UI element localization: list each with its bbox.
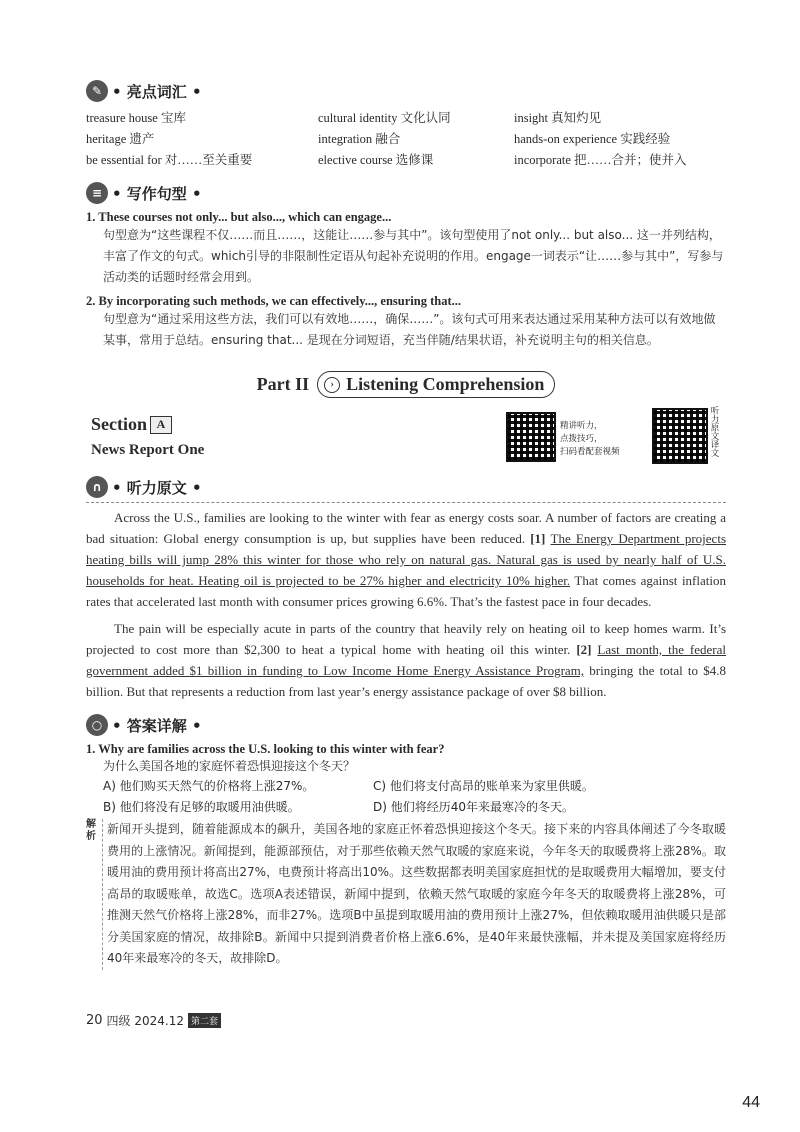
marker: [2] xyxy=(576,642,598,657)
lightbulb-icon: ○ xyxy=(86,714,108,736)
footer-tag: 第二套 xyxy=(188,1013,221,1028)
sentence-heading xyxy=(86,182,726,204)
vocab-item: be essential for 对……至关重要 xyxy=(86,153,253,167)
arrow-right-icon: › xyxy=(324,377,340,393)
sentence-explanation-2: 句型意为“通过采用这些方法，我们可以有效地……，确保……”。该句式可用来表达通过采用某种方法可以有效地做某事，常用于总结。ensuring that... 是现在分词短语，充当伴随/结果状语，补充说明主句的相关信息。 xyxy=(103,312,716,347)
answers-heading xyxy=(86,714,726,736)
vocab-heading-text: • 亮点词汇 • xyxy=(112,82,202,101)
qr-caption-line: 精讲听力， xyxy=(560,421,603,431)
section-letter: A xyxy=(150,416,172,434)
choice-a: A) 他们购买天然气的价格将上涨27%。 xyxy=(103,779,315,793)
vocab-item: hands-on experience 实践经验 xyxy=(514,132,671,146)
listening-heading xyxy=(86,476,726,498)
analysis-block xyxy=(86,819,726,970)
transcript-paragraph-1 xyxy=(86,507,726,612)
qr-transcript-caption: 听力原文译文 xyxy=(709,406,719,457)
news-title: News Report One xyxy=(91,442,205,458)
listening-transcript xyxy=(86,507,726,702)
choice-c: C) 他们将支付高昂的账单来为家里供暖。 xyxy=(373,779,594,793)
underlined-text: The Energy Department projects heating bills will jump 28% this winter for those who rely on natural gas. Natural gas is used by nearly half of U.S. households for heat. Heating oil is projected to be 27% higher and electricity 10% higher. xyxy=(86,531,727,588)
answer-choices xyxy=(86,777,726,815)
page-number: 44 xyxy=(742,1094,760,1111)
text-run: bringing the total to $4.8 billion. But that represents a reduction from last year’s energy assistance package of over $8 billion. xyxy=(86,663,726,699)
vocab-item: incorporate 把……合并；使并入 xyxy=(514,153,687,167)
underlined-text: Last month, the federal government added $1 billion in funding to Low Income Home Energy Assistance Program, xyxy=(86,642,726,678)
marker: [1] xyxy=(530,531,551,546)
sentence-pattern-1: 1. These courses not only... but also..., which can engage... xyxy=(86,210,392,224)
sentence-explanation-1: 句型意为“这些课程不仅……而且……，这能让……参与其中”。该句型使用了not only... but also... 这一并列结构，丰富了作文的句式。which引导的非限制性定语从句起补充说明的作用。engage一词表示“让……参与其中”，写参与活动类的话题时经常会用到。 xyxy=(103,228,724,284)
vocab-item: integration 融合 xyxy=(318,132,401,146)
answers-heading-text: • 答案详解 • xyxy=(112,716,202,735)
question-1: 1. Why are families across the U.S. looking to this winter with fear? xyxy=(86,742,445,756)
text-run: Across the U.S., families are looking to the winter with fear as energy costs soar. A number of factors are creating a bad situation: Global energy consumption is up, but supplies have been reduced. xyxy=(86,510,726,546)
sentence-pattern-2: 2. By incorporating such methods, we can effectively..., ensuring that... xyxy=(86,294,461,308)
vocab-item: cultural identity 文化认同 xyxy=(318,111,451,125)
vocab-item: elective course 选修课 xyxy=(318,153,434,167)
qr-code-transcript[interactable] xyxy=(652,408,708,464)
choice-d: D) 他们将经历40年来最寒冷的冬天。 xyxy=(373,800,575,814)
vocab-item: heritage 遗产 xyxy=(86,132,155,146)
vocab-list xyxy=(86,108,726,168)
footer-issue: 四级 2024.12 xyxy=(106,1014,184,1028)
listening-heading-text: • 听力原文 • xyxy=(112,478,202,497)
qr-caption-line: 点拨技巧， xyxy=(560,434,603,444)
choice-b: B) 他们将没有足够的取暖用油供暖。 xyxy=(103,800,300,814)
text-run: The pain will be especially acute in parts of the country that heavily rely on heating oil to keep homes warm. It’s projected to cost more than $2,300 to heat a typical home with heating oil this winter. xyxy=(86,621,726,657)
section-label: Section xyxy=(91,414,147,434)
qr-code-video[interactable] xyxy=(506,412,556,462)
divider xyxy=(86,502,726,503)
document-icon: ✎ xyxy=(86,80,108,102)
part-heading xyxy=(86,371,726,398)
vocab-item: insight 真知灼见 xyxy=(514,111,602,125)
page-content xyxy=(86,80,726,1040)
question-1-translation: 为什么美国各地的家庭怀着恐惧迎接这个冬天？ xyxy=(103,759,356,773)
page-footer xyxy=(86,1012,221,1029)
vocab-item: treasure house 宝库 xyxy=(86,111,186,125)
part-title-box xyxy=(317,371,555,398)
text-run: That comes against inflation rates that accelerated last month with consumer prices growing 6.6%. That’s the fastest pace in four decades. xyxy=(86,573,726,609)
transcript-paragraph-2 xyxy=(86,618,726,702)
part-number: Part II xyxy=(256,374,310,394)
list-icon: ≡ xyxy=(86,182,108,204)
qr-video-caption xyxy=(560,420,620,459)
footer-page: 20 xyxy=(86,1013,103,1028)
part-title: Listening Comprehension xyxy=(346,374,545,394)
headphones-icon: ∩ xyxy=(86,476,108,498)
section-title xyxy=(91,414,172,435)
sentence-heading-text: • 写作句型 • xyxy=(112,184,202,203)
vocab-heading xyxy=(86,80,726,102)
analysis-label: 解析 xyxy=(86,819,96,842)
section-header xyxy=(86,408,726,476)
qr-caption-line: 扫码看配套视频 xyxy=(560,447,620,457)
analysis-text: 新闻开头提到，随着能源成本的飙升，美国各地的家庭正怀着恐惧迎接这个冬天。接下来的内容具体阐述了今冬取暖费用的上涨情况。新闻提到，能源部预估，对于那些依赖天然气取暖的家庭来说，今年冬天的取暖费将上涨28%。取暖用油的费用预计将高出27%，电费预计将高出10%。这些数据都表明美国家庭担忧的是取暖费用大幅增加，要支付高昂的取暖账单，故选C。选项A表述错误，新闻中提到，依赖天然气取暖的家庭今年冬天的取暖费将上涨28%，可推测天然气价格将上涨28%，而非27%。选项B中虽提到取暖用油的费用预计上涨27%，但依赖取暖用油供暖只是部分美国家庭的情况，故排除B。新闻中只提到消费者价格上涨6.6%，是40年来最快涨幅，并未提及美国家庭将经历40年来最寒冷的冬天，故排除D。 xyxy=(102,819,726,970)
